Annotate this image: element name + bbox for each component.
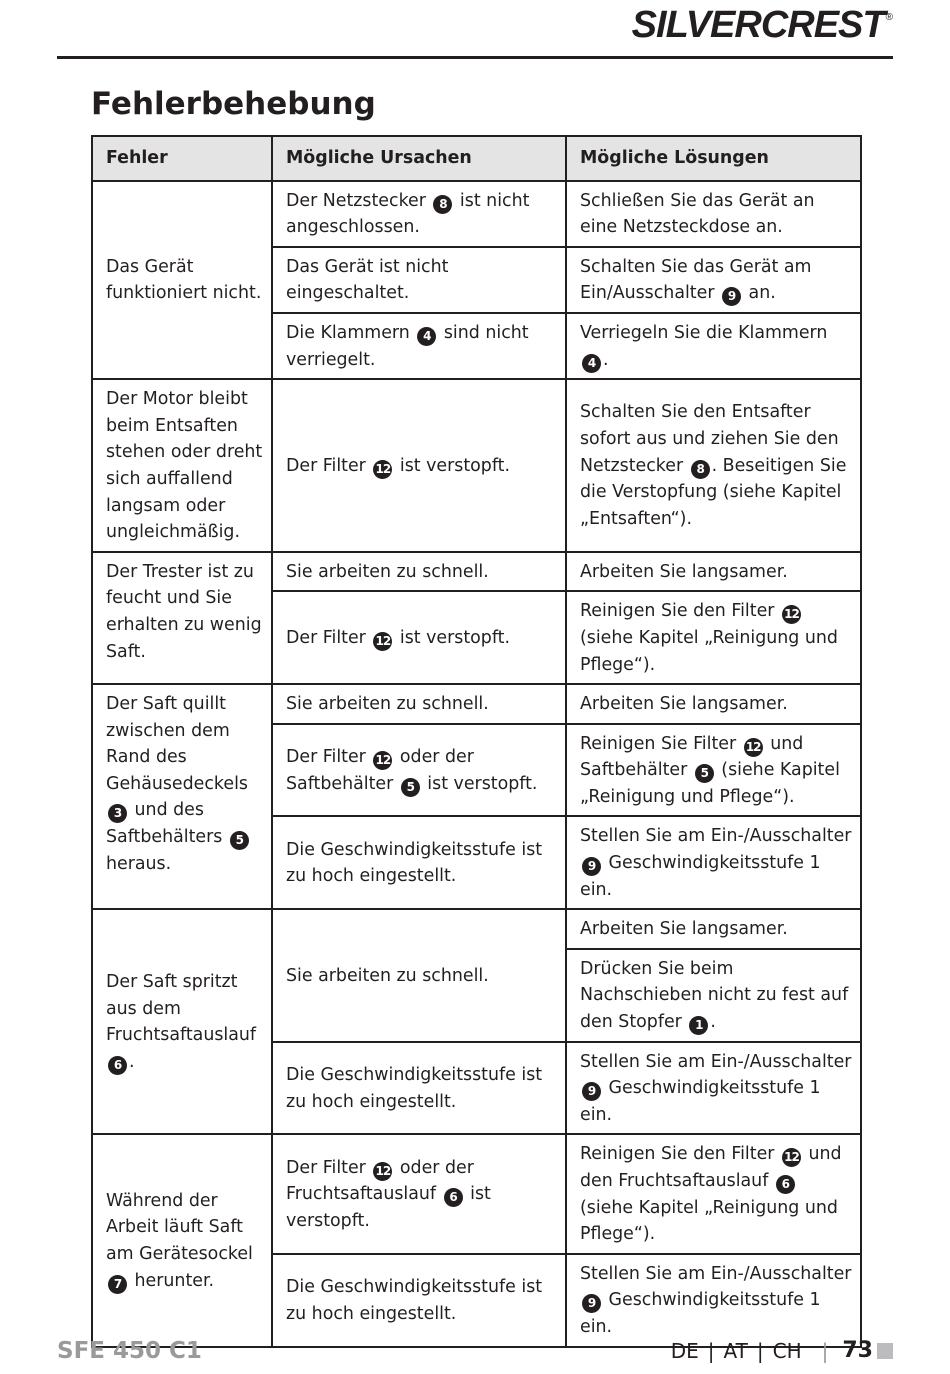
part-number-badge: 7	[108, 1275, 127, 1294]
cause-cell	[272, 816, 566, 909]
cell-text: Arbeiten Sie langsamer.	[580, 561, 788, 582]
cell-text: Stellen Sie am Ein-/Ausschalter	[580, 826, 852, 847]
cell-text: Der Filter	[286, 1157, 372, 1178]
part-number-badge: 6	[108, 1056, 127, 1075]
fault-cell	[92, 1134, 272, 1346]
cause-cell	[272, 1042, 566, 1135]
cell-text: Schalten Sie das Gerät am Ein/Ausschalter	[580, 256, 812, 304]
table-row	[92, 684, 861, 724]
solution-cell	[566, 552, 861, 592]
part-number-badge: 4	[417, 327, 436, 346]
cell-text: Die Geschwindigkeitsstufe ist zu hoch eingestellt.	[286, 1064, 543, 1112]
cell-text: Arbeiten Sie langsamer.	[580, 919, 788, 940]
solution-cell	[566, 1254, 861, 1347]
table-row	[92, 379, 861, 552]
cell-text: Geschwindigkeitsstufe 1 ein.	[580, 853, 821, 900]
part-number-badge: 12	[373, 460, 392, 479]
table-row	[92, 909, 861, 949]
table-row	[92, 552, 861, 592]
brand-name: SILVERCREST	[631, 4, 885, 46]
cell-text: oder der Fruchtsaftauslauf	[286, 1157, 474, 1205]
part-number-badge: 6	[444, 1188, 463, 1207]
solution-cell	[566, 247, 861, 313]
part-number-badge: 9	[722, 287, 741, 306]
cell-text: .	[710, 1012, 716, 1033]
cell-text: Geschwindigkeitsstufe 1 ein.	[580, 1290, 821, 1337]
cell-text: Das Gerät funktioniert nicht.	[106, 256, 262, 304]
cell-text: Drücken Sie beim Nachschieben nicht zu fest auf den Stopfer	[580, 958, 849, 1033]
cause-cell	[272, 1254, 566, 1347]
part-number-badge: 4	[582, 354, 601, 373]
cell-text: .	[603, 349, 609, 370]
cell-text: (siehe Kapitel „Reinigung und Pflege“).	[580, 627, 838, 675]
cause-cell	[272, 591, 566, 684]
cause-cell	[272, 181, 566, 247]
cell-text: und Saftbehälter	[580, 733, 804, 781]
cell-text: Schalten Sie den Entsafter sofort aus und ziehen Sie den Netzstecker	[580, 402, 839, 476]
solution-cell	[566, 949, 861, 1042]
cell-text: heraus.	[106, 853, 172, 874]
cell-text: oder der Saftbehälter	[286, 746, 474, 794]
part-number-badge: 12	[744, 738, 763, 757]
cell-text: .	[129, 1051, 135, 1072]
cell-text: Verriegeln Sie die Klammern	[580, 322, 828, 343]
solution-cell	[566, 1134, 861, 1253]
part-number-badge: 8	[691, 460, 710, 479]
cell-text: Sie arbeiten zu schnell.	[286, 561, 489, 582]
cell-text: sind nicht verriegelt.	[286, 322, 529, 370]
lang-at: AT	[723, 1338, 748, 1363]
cell-text: Reinigen Sie Filter	[580, 733, 742, 754]
part-number-badge: 1	[689, 1016, 708, 1035]
part-number-badge: 8	[433, 195, 452, 214]
part-number-badge: 3	[108, 804, 127, 823]
page-number: 73	[842, 1338, 873, 1363]
page-marker-square	[877, 1343, 893, 1359]
brand-logo	[632, 4, 892, 47]
lang-ch: CH	[772, 1338, 802, 1363]
cell-text: Geschwindigkeitsstufe 1 ein.	[580, 1078, 821, 1125]
cell-text: ist verstopft.	[421, 773, 538, 794]
solution-cell	[566, 379, 861, 552]
cause-cell	[272, 247, 566, 313]
cell-text: Schließen Sie das Gerät an eine Netzsteckdose an.	[580, 190, 815, 238]
part-number-badge: 12	[373, 751, 392, 770]
header-rule	[57, 56, 893, 59]
part-number-badge: 5	[401, 778, 420, 797]
cell-text: ist verstopft.	[394, 627, 511, 648]
model-number: SFE 450 C1	[57, 1338, 202, 1364]
lang-divider: |	[756, 1338, 764, 1363]
header-solutions: Mögliche Lösungen	[566, 136, 861, 181]
part-number-badge: 12	[782, 605, 801, 624]
part-number-badge: 12	[782, 1148, 801, 1167]
page-footer	[671, 1338, 893, 1363]
part-number-badge: 9	[582, 1294, 601, 1313]
cell-text: Die Geschwindigkeitsstufe ist zu hoch eingestellt.	[286, 839, 543, 887]
cause-cell	[272, 313, 566, 379]
fault-cell	[92, 379, 272, 552]
fault-cell	[92, 909, 272, 1134]
cell-text: Der Saft spritzt aus dem Fruchtsaftauslauf	[106, 972, 257, 1046]
registered-mark: ®	[885, 12, 892, 23]
header-fault: Fehler	[92, 136, 272, 181]
cell-text: Die Klammern	[286, 322, 416, 343]
troubleshooting-table	[91, 135, 862, 1348]
cause-cell	[272, 724, 566, 817]
cell-text: (siehe Kapitel „Reinigung und Pflege“).	[580, 760, 840, 807]
solution-cell	[566, 909, 861, 949]
fault-cell	[92, 684, 272, 909]
cause-cell	[272, 379, 566, 552]
cell-text: ist verstopft.	[394, 455, 511, 476]
cause-cell	[272, 684, 566, 724]
table-row	[92, 1134, 861, 1253]
part-number-badge: 5	[695, 764, 714, 783]
cell-text: und des Saftbehälters	[106, 800, 228, 848]
cell-text: Stellen Sie am Ein-/Ausschalter	[580, 1051, 852, 1072]
fault-cell	[92, 181, 272, 380]
cell-text: Der Saft quillt zwischen dem Rand des Gehäusedeckels	[106, 694, 248, 794]
header-causes: Mögliche Ursachen	[272, 136, 566, 181]
cell-text: Das Gerät ist nicht eingeschaltet.	[286, 256, 449, 304]
fault-cell	[92, 552, 272, 684]
page-title: Fehlerbehebung	[91, 86, 376, 122]
cell-text: Reinigen Sie den Filter	[580, 1144, 780, 1165]
part-number-badge: 12	[373, 632, 392, 651]
part-number-badge: 9	[582, 857, 601, 876]
part-number-badge: 12	[373, 1162, 392, 1181]
cause-cell	[272, 552, 566, 592]
cell-text: Sie arbeiten zu schnell.	[286, 965, 489, 986]
cell-text: Stellen Sie am Ein-/Ausschalter	[580, 1263, 852, 1284]
cell-text: ist verstopft.	[286, 1184, 491, 1231]
cell-text: Der Filter	[286, 455, 372, 476]
part-number-badge: 9	[582, 1082, 601, 1101]
cell-text: ist nicht angeschlossen.	[286, 190, 530, 238]
part-number-badge: 5	[230, 831, 249, 850]
solution-cell	[566, 684, 861, 724]
solution-cell	[566, 1042, 861, 1135]
lang-divider: |	[707, 1338, 715, 1363]
solution-cell	[566, 724, 861, 817]
cell-text: Der Motor bleibt beim Entsaften stehen oder dreht sich auffallend langsam oder ungleichmäßig.	[106, 389, 263, 543]
solution-cell	[566, 181, 861, 247]
cell-text: Der Netzstecker	[286, 190, 432, 211]
cell-text: und den Fruchtsaftauslauf	[580, 1144, 842, 1191]
cell-text: Sie arbeiten zu schnell.	[286, 694, 489, 715]
cell-text: Die Geschwindigkeitsstufe ist zu hoch eingestellt.	[286, 1277, 543, 1324]
solution-cell	[566, 591, 861, 684]
part-number-badge: 6	[776, 1175, 795, 1194]
cell-text: herunter.	[129, 1270, 215, 1291]
solution-cell	[566, 816, 861, 909]
page-divider: |	[821, 1338, 829, 1363]
lang-de: DE	[670, 1338, 699, 1363]
table-header-row	[92, 136, 861, 181]
cell-text: . Beseitigen Sie die Verstopfung (siehe Kapitel „Entsaften“).	[580, 455, 847, 529]
cell-text: Reinigen Sie den Filter	[580, 601, 780, 622]
solution-cell	[566, 313, 861, 379]
cell-text: Arbeiten Sie langsamer.	[580, 694, 788, 715]
cause-cell	[272, 909, 566, 1041]
cell-text: Während der Arbeit läuft Saft am Gerätesockel	[106, 1190, 253, 1264]
cell-text: Der Filter	[286, 746, 372, 767]
cell-text: Der Filter	[286, 627, 372, 648]
cell-text: (siehe Kapitel „Reinigung und Pflege“).	[580, 1197, 838, 1245]
cell-text: Der Trester ist zu feucht und Sie erhalten zu wenig Saft.	[106, 561, 262, 662]
cell-text: an.	[743, 283, 776, 304]
cause-cell	[272, 1134, 566, 1253]
table-row	[92, 181, 861, 247]
